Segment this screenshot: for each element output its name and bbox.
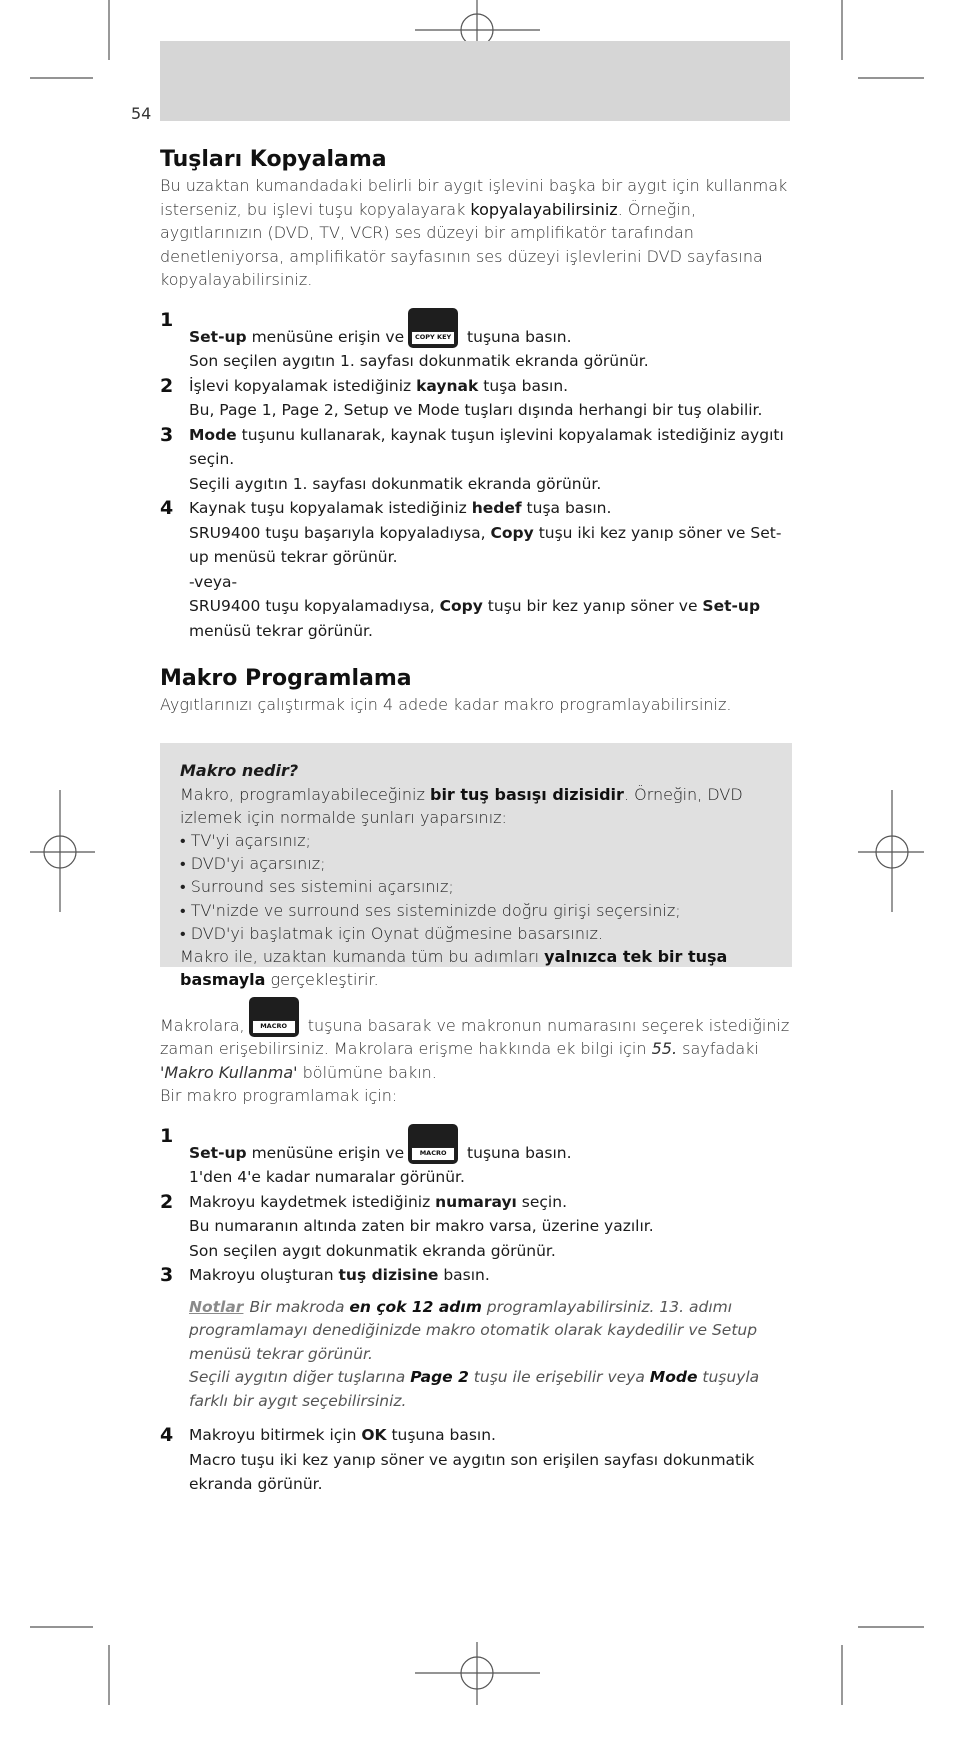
step-list xyxy=(160,1124,792,1288)
page-number: 54 xyxy=(131,104,152,123)
step-list xyxy=(160,1423,792,1497)
step-detail: Bu, Page 1, Page 2, Setup ve Mode tuşları dışında herhangi bir tuş olabilir. xyxy=(189,401,763,419)
bullet-item: • DVD'yi başlatmak için Oynat düğmesine basarsınız. xyxy=(180,923,603,943)
section-title: Tuşları Kopyalama xyxy=(160,147,387,172)
step-item: 1 Set-up menüsüne erişin ve COPY KEY tuşuna basın. Son seçilen aygıtın 1. sayfası dokunmatik ekranda görünür. xyxy=(160,308,792,374)
step-item: 2 İşlevi kopyalamak istediğiniz kaynak tuşa basın. Bu, Page 1, Page 2, Setup ve Mode tuşları dışında herhangi bir tuş olabilir. xyxy=(160,374,792,423)
info-box xyxy=(160,743,792,990)
info-box-text: Makro ile, uzaktan kumanda tüm bu adımları yalnızca tek bir tuşa basmayla gerçekleştirir. xyxy=(180,946,728,990)
notes-block: Notlar Bir makroda en çok 12 adım programlayabilirsiniz. 13. adımı programlamayı denediğinizde makro otomatik olarak kaydedilir ve Setup menüsü tekrar görünür. Seçili aygıtın diğer tuşlarına Page 2 tuşu ile erişebilir veya Mode tuşuyla farklı bir aygıt seçebilirsiniz. xyxy=(189,1297,760,1410)
main-content xyxy=(160,146,792,1497)
step-number: 1 xyxy=(160,1124,174,1147)
info-box-text: Makro, programlayabileceğiniz bir tuş basışı dizisidir. Örneğin, DVD izlemek için normalde şunları yaparsınız: xyxy=(180,784,743,827)
copy-key-icon: COPY KEY xyxy=(408,308,458,348)
access-paragraph: Makrolara, MACRO tuşuna basarak ve makronun numarasını seçerek istediğiniz zaman erişebilirsiniz. Makrolara erişme hakkında ek bilgi için 55. sayfadaki 'Makro Kullanma' bölümüne bakın. xyxy=(160,997,792,1085)
bullet-item: • Surround ses sistemini açarsınız; xyxy=(180,877,454,897)
bullet-item: • TV'nizde ve surround ses sisteminizde doğru girişi seçersiniz; xyxy=(180,900,681,920)
macro-key-icon: MACRO xyxy=(408,1124,458,1164)
step-number: 3 xyxy=(160,1264,174,1286)
step-detail: SRU9400 tuşu başarıyla kopyaladıysa, Copy tuşu iki kez yanıp söner ve Set-up menüsü tekrar görünür. xyxy=(189,523,782,566)
intro-paragraph: Bu uzaktan kumandadaki belirli bir aygıt işlevini başka bir aygıt için kullanmak isterseniz, bu işlevi tuşu kopyalayarak kopyalayabilirsiniz. Örneğin, aygıtlarınızın (DVD, TV, VCR) ses düzeyi bir amplifikatör tarafından denetleniyorsa, amplifikatör sayfasının ses düzeyi işlevlerini DVD sayfasına kopyalayabilirsiniz. xyxy=(160,176,788,289)
macro-key-icon: MACRO xyxy=(249,997,299,1037)
step-number: 2 xyxy=(160,1190,174,1213)
header-band xyxy=(160,41,790,121)
step-item: 1 Set-up menüsüne erişin ve MACRO tuşuna basın. 1'den 4'e kadar numaralar görünür. xyxy=(160,1124,792,1190)
notes-label: Notlar xyxy=(189,1297,244,1316)
step-number: 3 xyxy=(160,423,174,446)
step-detail: Bu numaranın altında zaten bir makro varsa, üzerine yazılır. xyxy=(189,1217,654,1235)
bullet-item: • TV'yi açarsınız; xyxy=(180,830,311,850)
step-detail: Seçili aygıtın 1. sayfası dokunmatik ekranda görünür. xyxy=(189,474,602,493)
info-box-title: Makro nedir? xyxy=(180,760,299,780)
step-item: 4 Makroyu bitirmek için OK tuşuna basın. Macro tuşu iki kez yanıp söner ve aygıtın son erişilen sayfası dokunmatik ekranda görünür. xyxy=(160,1423,792,1497)
step-item: 4 Kaynak tuşu kopyalamak istediğiniz hedef tuşa basın. SRU9400 tuşu başarıyla kopyaladıysa, Copy tuşu iki kez yanıp söner ve Set-up menüsü tekrar görünür. -veya- SRU9400 tuşu kopyalamadıysa, Copy tuşu bir kez yanıp söner ve Set-up menüsü tekrar görünür. xyxy=(160,496,792,643)
step-item: 3 Makroyu oluşturan tuş dizisine basın. xyxy=(160,1264,490,1286)
step-detail: Son seçilen aygıtın 1. sayfası dokunmatik ekranda görünür. xyxy=(189,352,649,370)
step-number: 4 xyxy=(160,497,174,519)
step-list xyxy=(160,308,792,644)
step-detail: SRU9400 tuşu kopyalamadıysa, Copy tuşu bir kez yanıp söner ve Set-up menüsü tekrar görünür. xyxy=(189,597,761,640)
step-number: 1 xyxy=(160,308,174,331)
bullet-item: • DVD'yi açarsınız; xyxy=(180,854,326,874)
section-title: Makro Programlama xyxy=(160,666,412,691)
intro-paragraph: Aygıtlarınızı çalıştırmak için 4 adede kadar makro programlayabilirsiniz. xyxy=(160,695,732,714)
step-item: 2 Makroyu kaydetmek istediğiniz numarayı seçin. Bu numaranın altında zaten bir makro varsa, üzerine yazılır. Son seçilen aygıt dokunmatik ekranda görünür. xyxy=(160,1190,792,1264)
step-detail: -veya- xyxy=(189,572,238,591)
program-intro: Bir makro programlamak için: xyxy=(160,1086,398,1105)
step-detail: Son seçilen aygıt dokunmatik ekranda görünür. xyxy=(189,1241,556,1260)
step-number: 2 xyxy=(160,374,174,397)
step-item: 3 Mode tuşunu kullanarak, kaynak tuşun işlevini kopyalamak istediğiniz aygıtı seçin. Seçili aygıtın 1. sayfası dokunmatik ekranda görünür. xyxy=(160,423,792,497)
step-detail: Macro tuşu iki kez yanıp söner ve aygıtın son erişilen sayfası dokunmatik ekranda görünür. xyxy=(189,1450,755,1493)
step-detail: 1'den 4'e kadar numaralar görünür. xyxy=(189,1168,465,1186)
step-number: 4 xyxy=(160,1424,174,1446)
